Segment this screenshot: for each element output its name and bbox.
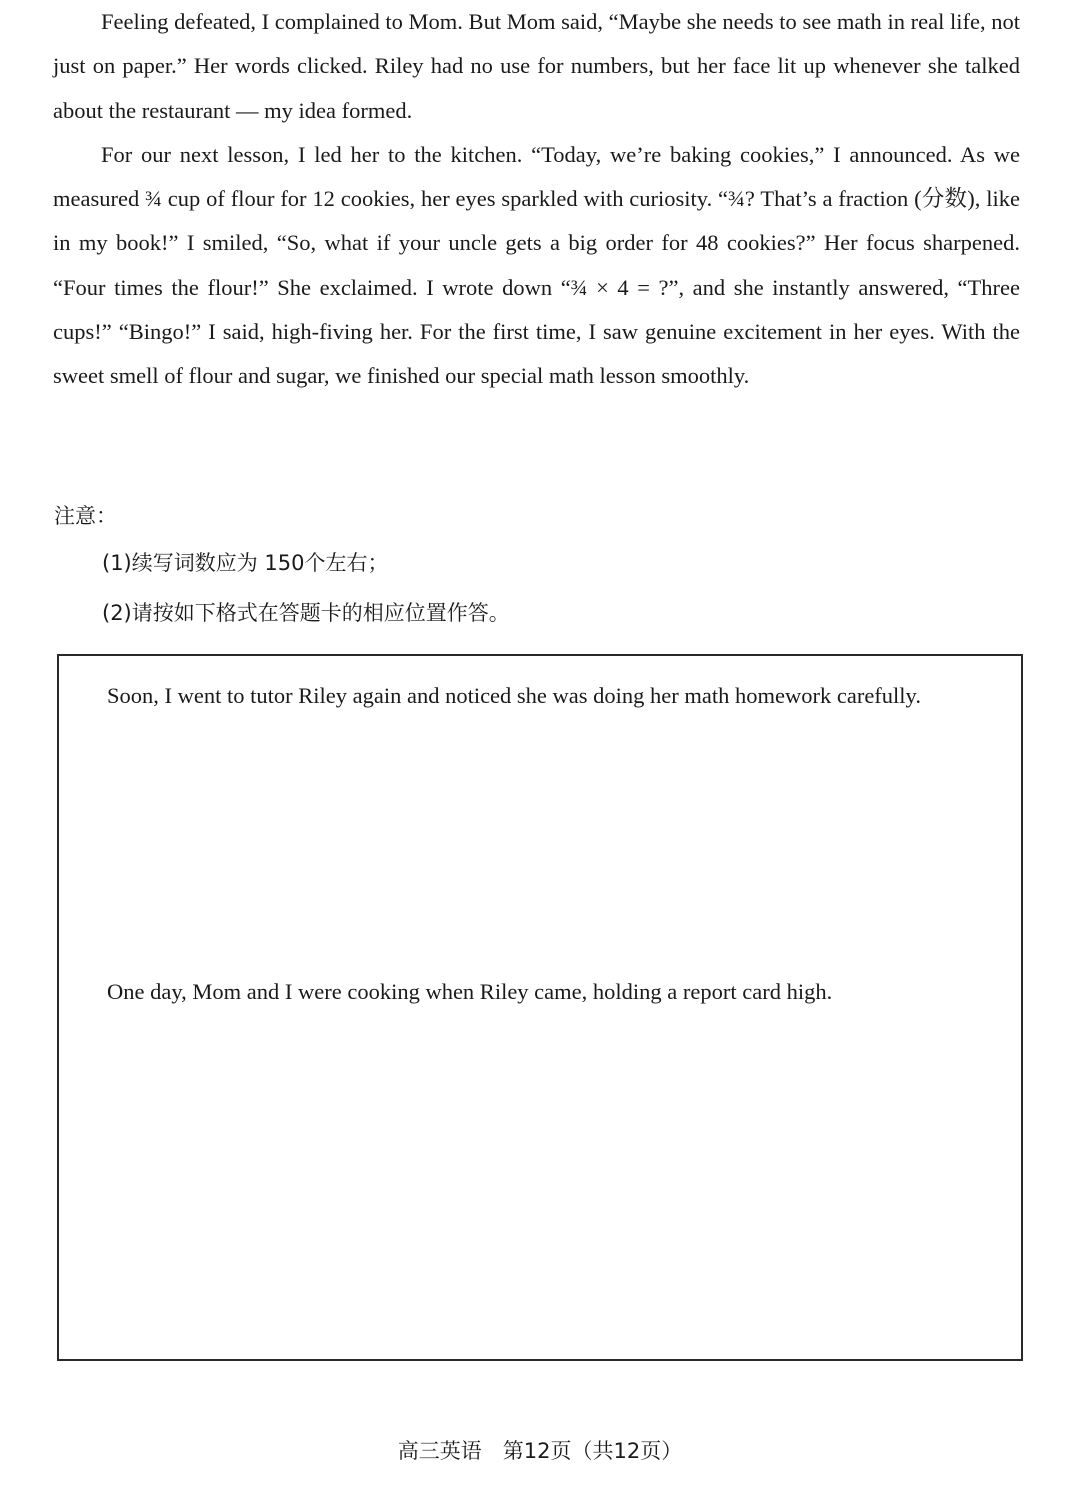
continuation-prompt-2: One day, Mom and I were cooking when Riley came, holding a report card high. [107, 979, 833, 1004]
instruction-word-count: (1)续写词数应为 150个左右； [102, 551, 389, 575]
continuation-prompt-1: Soon, I went to tutor Riley again and noticed she was doing her math homework carefully. [107, 683, 921, 708]
paragraph-1: Feeling defeated, I complained to Mom. But Mom said, “Maybe she needs to see math in real life, not just on paper.” Her words clicked. Riley had no use for numbers, but her face lit up whenever she talked about the restaurant — my idea formed. [53, 9, 1020, 123]
instruction-format: (2)请按如下格式在答题卡的相应位置作答。 [102, 601, 510, 625]
instructions-title: 注意： [54, 504, 117, 528]
paragraph-2: For our next lesson, I led her to the kitchen. “Today, we’re baking cookies,” I announced. As we measured ¾ cup of flour for 12 cookies, her eyes sparkled with curiosity. “¾? That’s a fraction (分数), like in my book!” I smiled, “So, what if your uncle gets a big order for 48 cookies?” Her focus sharpened. “Four times the flour!” She exclaimed. I wrote down “¾ × 4 = ?”, and she instantly answered, “Three cups!” “Bingo!” I said, high-fiving her. For the first time, I saw genuine excitement in her eyes. With the sweet smell of flour and sugar, we finished our special math lesson smoothly. [53, 141, 1020, 389]
page-footer: 高三英语 第12页（共12页） [397, 1439, 683, 1463]
answer-box [57, 654, 1023, 1361]
instructions-section [54, 494, 1014, 638]
story-passage [53, 0, 1020, 399]
